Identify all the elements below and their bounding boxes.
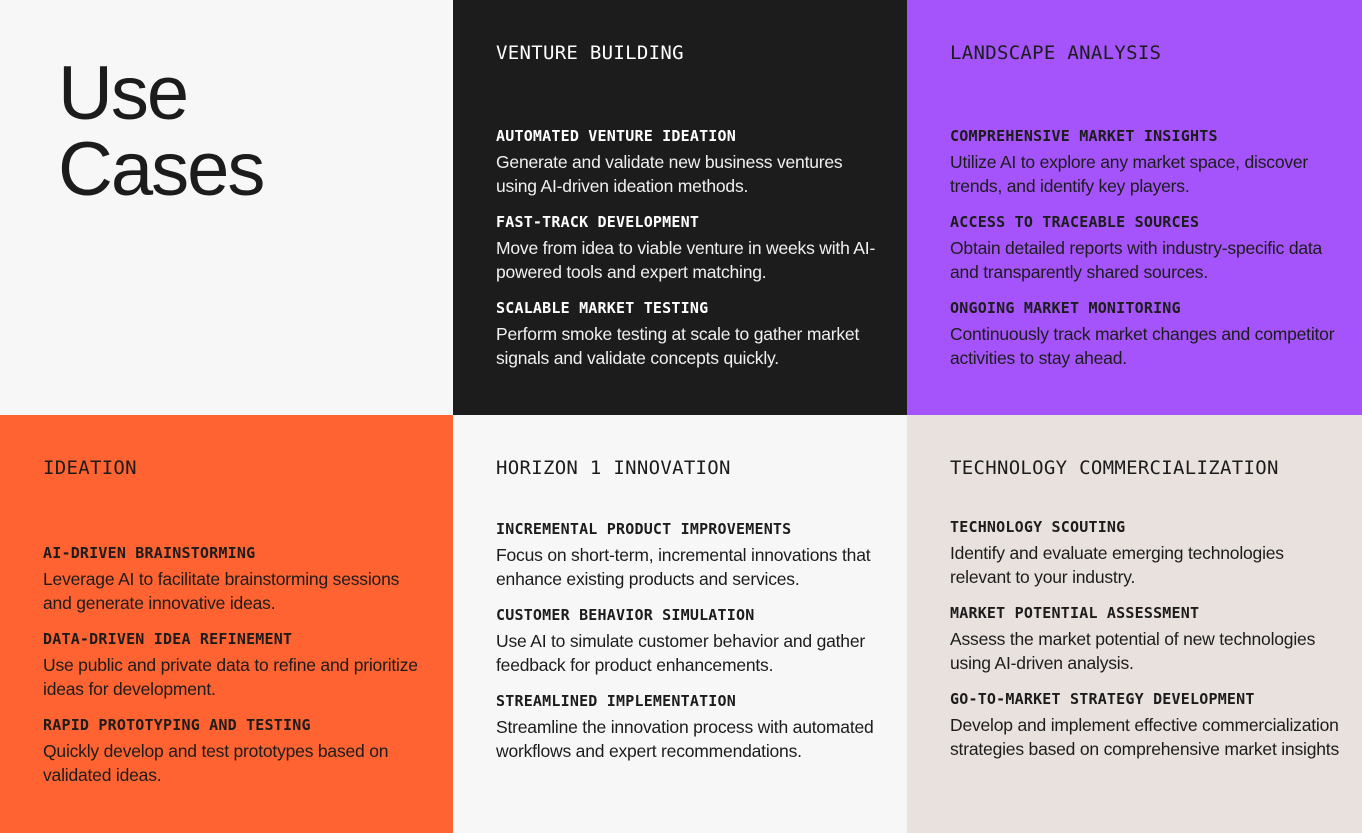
use-case-item: [43, 543, 423, 615]
use-case-title: AI-DRIVEN BRAINSTORMING: [43, 544, 256, 562]
use-case-title: DATA-DRIVEN IDEA REFINEMENT: [43, 630, 293, 648]
use-case-description: Develop and implement effective commercialization strategies based on comprehensive market insights: [950, 715, 1340, 759]
use-case-title: SCALABLE MARKET TESTING: [496, 299, 709, 317]
use-case-item: [43, 629, 423, 701]
section-heading: HORIZON 1 INNOVATION: [496, 457, 731, 479]
use-case-title: AUTOMATED VENTURE IDEATION: [496, 127, 736, 145]
use-case-description: Perform smoke testing at scale to gather market signals and validate concepts quickly.: [496, 324, 860, 368]
page-title-line-2: Cases: [58, 127, 264, 212]
use-case-title: CUSTOMER BEHAVIOR SIMULATION: [496, 606, 755, 624]
section-heading: VENTURE BUILDING: [496, 42, 684, 64]
use-case-title: INCREMENTAL PRODUCT IMPROVEMENTS: [496, 520, 792, 538]
use-case-item: [496, 126, 876, 198]
section-items: [496, 519, 876, 777]
section-items: [950, 517, 1340, 775]
use-case-description: Use AI to simulate customer behavior and gather feedback for product enhancements.: [496, 631, 865, 675]
use-case-item: [950, 212, 1340, 284]
use-case-description: Obtain detailed reports with industry-specific data and transparently shared sources.: [950, 238, 1323, 282]
intro-panel: [0, 0, 453, 415]
use-case-description: Identify and evaluate emerging technologies relevant to your industry.: [950, 543, 1284, 587]
use-case-description: Focus on short-term, incremental innovations that enhance existing products and services.: [496, 545, 871, 589]
use-case-title: RAPID PROTOTYPING AND TESTING: [43, 716, 311, 734]
use-case-description: Leverage AI to facilitate brainstorming sessions and generate innovative ideas.: [43, 569, 400, 613]
section-technology-commercialization: [907, 415, 1362, 833]
use-case-description: Quickly develop and test prototypes based on validated ideas.: [43, 741, 389, 785]
use-case-item: [496, 519, 876, 591]
section-heading: LANDSCAPE ANALYSIS: [950, 42, 1162, 64]
use-case-description: Move from idea to viable venture in weeks with AI-powered tools and expert matching.: [496, 238, 876, 282]
use-case-item: [950, 126, 1340, 198]
section-items: [950, 126, 1340, 384]
use-case-item: [496, 212, 876, 284]
use-case-title: GO-TO-MARKET STRATEGY DEVELOPMENT: [950, 690, 1255, 708]
use-case-item: [950, 298, 1340, 370]
section-ideation: [0, 415, 453, 833]
use-case-description: Generate and validate new business ventures using AI-driven ideation methods.: [496, 152, 843, 196]
use-case-item: [950, 603, 1340, 675]
use-case-description: Utilize AI to explore any market space, discover trends, and identify key players.: [950, 152, 1309, 196]
section-horizon-1-innovation: [453, 415, 907, 833]
use-case-title: COMPREHENSIVE MARKET INSIGHTS: [950, 127, 1218, 145]
section-heading: IDEATION: [43, 457, 137, 479]
use-case-item: [496, 605, 876, 677]
use-case-description: Continuously track market changes and competitor activities to stay ahead.: [950, 324, 1335, 368]
section-heading: TECHNOLOGY COMMERCIALIZATION: [950, 457, 1279, 479]
use-case-title: ACCESS TO TRACEABLE SOURCES: [950, 213, 1200, 231]
use-case-item: [496, 691, 876, 763]
section-landscape-analysis: [907, 0, 1362, 415]
use-case-description: Streamline the innovation process with automated workflows and expert recommendations.: [496, 717, 874, 761]
use-case-description: Use public and private data to refine and prioritize ideas for development.: [43, 655, 418, 699]
use-case-title: MARKET POTENTIAL ASSESSMENT: [950, 604, 1200, 622]
use-case-item: [43, 715, 423, 787]
section-items: [496, 126, 876, 384]
use-case-description: Assess the market potential of new technologies using AI-driven analysis.: [950, 629, 1316, 673]
use-case-title: FAST-TRACK DEVELOPMENT: [496, 213, 700, 231]
section-items: [43, 543, 423, 801]
page-title: [58, 51, 264, 212]
use-case-title: TECHNOLOGY SCOUTING: [950, 518, 1126, 536]
use-case-item: [496, 298, 876, 370]
use-case-title: ONGOING MARKET MONITORING: [950, 299, 1181, 317]
page-title-line-1: Use: [58, 51, 188, 136]
use-case-item: [950, 517, 1340, 589]
use-case-item: [950, 689, 1340, 761]
use-case-title: STREAMLINED IMPLEMENTATION: [496, 692, 736, 710]
section-venture-building: [453, 0, 907, 415]
